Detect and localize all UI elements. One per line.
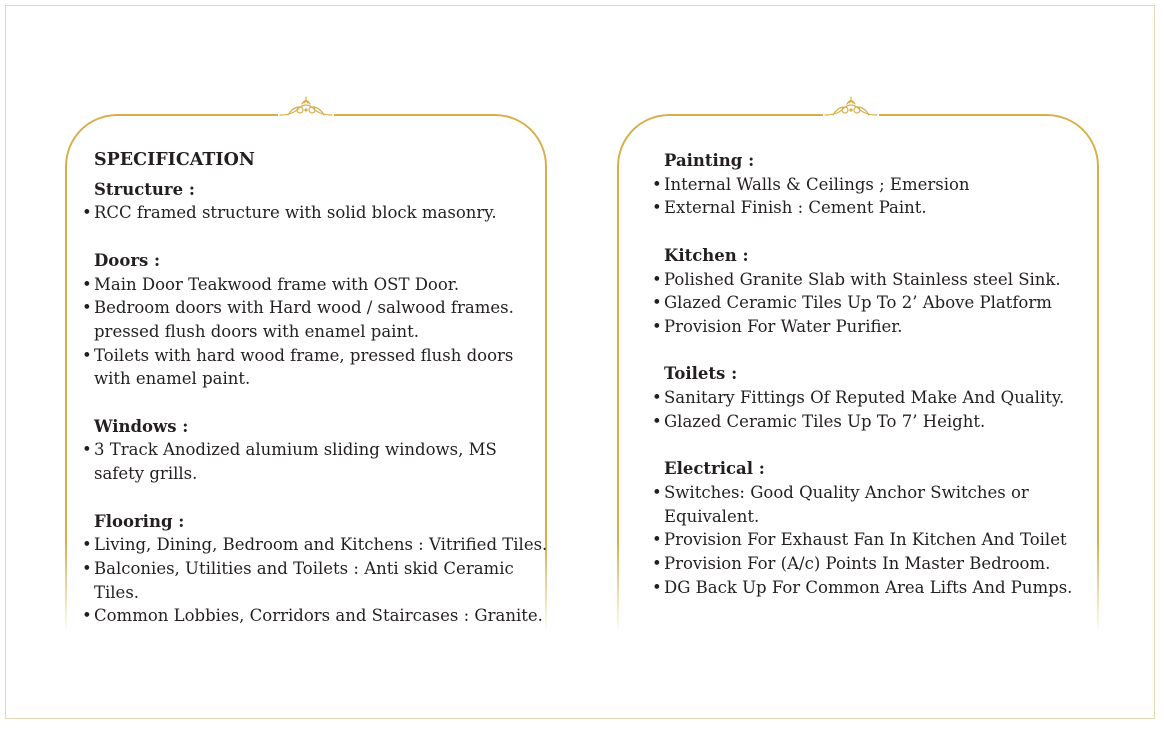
section-heading-kitchen: Kitchen : — [664, 245, 749, 265]
section-heading-structure: Structure : — [94, 179, 195, 199]
list-item: • Provision For Water Purifier. — [652, 315, 1092, 339]
list-item: • RCC framed structure with solid block masonry. — [82, 201, 552, 225]
kitchen-list — [652, 268, 1092, 339]
structure-list — [82, 201, 552, 225]
list-item: • Balconies, Utilities and Toilets : Anti skid Ceramic Tiles. — [82, 557, 552, 604]
flooring-list — [82, 533, 552, 628]
windows-list — [82, 438, 552, 485]
section-heading-painting: Painting : — [664, 151, 755, 170]
list-item: • Glazed Ceramic Tiles Up To 2’ Above Platform — [652, 291, 1092, 315]
ornament-scroll-icon — [278, 95, 334, 117]
list-item: • Common Lobbies, Corridors and Staircases : Granite. — [82, 604, 552, 628]
section-heading-toilets: Toilets : — [664, 364, 738, 384]
ornament-scroll-icon — [823, 95, 879, 117]
electrical-list — [652, 481, 1092, 600]
right-spec-content — [652, 149, 1092, 599]
list-item: • Sanitary Fittings Of Reputed Make And Quality. — [652, 386, 1092, 410]
section-heading-windows: Windows : — [94, 416, 189, 436]
painting-list — [652, 173, 1092, 220]
list-item: • Living, Dining, Bedroom and Kitchens : Vitrified Tiles. — [82, 533, 552, 557]
list-item: • Bedroom doors with Hard wood / salwood frames. pressed flush doors with enamel paint. — [82, 296, 552, 343]
toilets-list — [652, 386, 1092, 433]
list-item: • Polished Granite Slab with Stainless steel Sink. — [652, 268, 1092, 292]
list-item: • 3 Track Anodized alumium sliding windows, MS safety grills. — [82, 438, 552, 485]
section-heading-electrical: Electrical : — [664, 459, 765, 479]
list-item: • Toilets with hard wood frame, pressed flush doors with enamel paint. — [82, 344, 552, 391]
list-item: • Glazed Ceramic Tiles Up To 7’ Height. — [652, 410, 1092, 434]
doors-list — [82, 273, 552, 392]
section-heading-flooring: Flooring : — [94, 511, 185, 531]
list-item: • Internal Walls & Ceilings ; Emersion — [652, 173, 1092, 197]
list-item: • External Finish : Cement Paint. — [652, 196, 1092, 220]
left-spec-content — [82, 149, 552, 628]
section-heading-doors: Doors : — [94, 250, 161, 270]
list-item: • Main Door Teakwood frame with OST Door. — [82, 273, 552, 297]
specification-title: SPECIFICATION — [94, 150, 255, 170]
list-item: • Provision For (A/c) Points In Master Bedroom. — [652, 552, 1092, 576]
list-item: • Provision For Exhaust Fan In Kitchen And Toilet — [652, 528, 1092, 552]
list-item: • Switches: Good Quality Anchor Switches or Equivalent. — [652, 481, 1092, 528]
list-item: • DG Back Up For Common Area Lifts And Pumps. — [652, 576, 1092, 600]
